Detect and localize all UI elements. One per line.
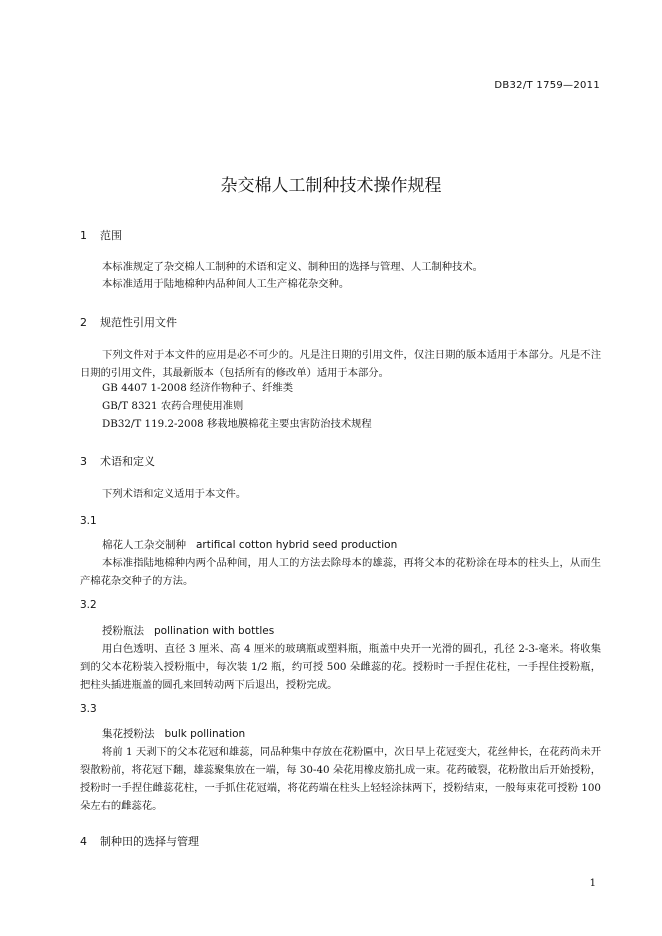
- page-number: 1: [589, 878, 596, 889]
- section-3-heading: [80, 453, 155, 469]
- reference-item: GB/T 8321 农药合理使用准则: [102, 400, 244, 412]
- section-title: 范围: [100, 229, 122, 242]
- subsection-number: 3.3: [80, 703, 97, 715]
- reference-item: DB32/T 119.2-2008 移栽地膜棉花主要虫害防治技术规程: [102, 418, 372, 430]
- section-title: 规范性引用文件: [100, 316, 177, 329]
- section-title: 术语和定义: [100, 455, 155, 468]
- subsection-number: 3.2: [80, 599, 97, 611]
- section-2-heading: [80, 314, 177, 330]
- standard-code: DB32/T 1759—2011: [494, 80, 600, 91]
- section-title: 制种田的选择与管理: [100, 835, 199, 848]
- term-name: 集花授粉法: [102, 728, 155, 740]
- document-title: 杂交棉人工制种技术操作规程: [220, 176, 442, 196]
- paragraph: 下列术语和定义适用于本文件。: [102, 488, 247, 500]
- term-definition: 将前 1 天剥下的父本花冠和雄蕊，同品种集中存放在花粉匾中，次日早上花冠变大，花丝伸长，在花药尚未开裂散粉前，将花冠下翻，雄蕊聚集放在一端，每 30-40 朵花用橡皮筋扎成一束。花药破裂，花粉散出后开始授粉，授粉时一手捏住雌蕊花柱，一手抓住花冠端，将花药端在柱头上轻轻涂抹两下，授粉结束，一般每束花可授粉 100 朵左右的雌蕊花。: [80, 746, 601, 812]
- paragraph: 下列文件对于本文件的应用是必不可少的。凡是注日期的引用文件，仅注日期的版本适用于本部分。凡是不注日期的引用文件，其最新版本（包括所有的修改单）适用于本部分。: [80, 349, 601, 379]
- section-number: 1: [80, 229, 87, 242]
- term-name: 授粉瓶法: [102, 625, 144, 637]
- term-english: bulk pollination: [164, 728, 246, 740]
- reference-item: GB 4407 1-2008 经济作物种子、纤维类: [102, 382, 294, 394]
- term-heading: [102, 537, 397, 552]
- term-heading: [102, 623, 274, 638]
- section-4-heading: [80, 833, 199, 849]
- term-heading: [102, 726, 245, 741]
- section-number: 2: [80, 316, 87, 329]
- paragraph: 本标准适用于陆地棉种内品种间人工生产棉花杂交种。: [102, 278, 350, 290]
- term-definition: 用白色透明、直径 3 厘米、高 4 厘米的玻璃瓶或塑料瓶，瓶盖中央开一光滑的圆孔，孔径 2-3-毫米。将收集到的父本花粉装入授粉瓶中，每次装 1/2 瓶，约可授 500 朵雌蕊的花。授粉时一手捏住花柱，一手捏住授粉瓶，把柱头插进瓶盖的圆孔来回转动两下后退出，授粉完成。: [80, 643, 601, 691]
- term-english: artifical cotton hybrid seed production: [196, 539, 398, 551]
- subsection-number: 3.1: [80, 515, 97, 527]
- term-definition: 本标准指陆地棉种内两个品种间，用人工的方法去除母本的雄蕊，再将父本的花粉涂在母本的柱头上，从而生产棉花杂交种子的方法。: [80, 557, 601, 587]
- term-name: 棉花人工杂交制种: [102, 539, 186, 551]
- section-number: 3: [80, 455, 87, 468]
- term-english: pollination with bottles: [154, 625, 275, 637]
- section-number: 4: [80, 835, 87, 848]
- paragraph: 本标准规定了杂交棉人工制种的术语和定义、制种田的选择与管理、人工制种技术。: [102, 261, 483, 273]
- section-1-heading: [80, 227, 122, 243]
